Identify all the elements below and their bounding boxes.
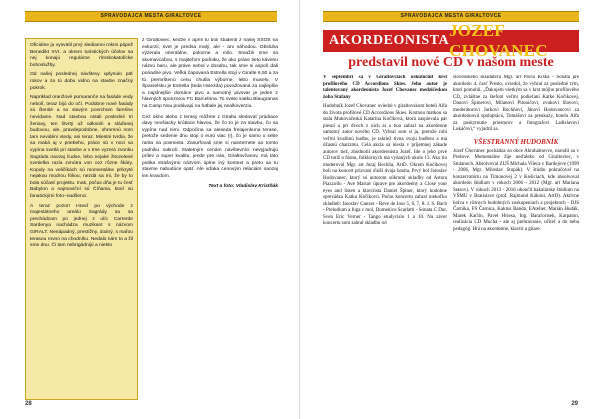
article-subtitle: predstavil nové CD v našom meste bbox=[348, 55, 554, 70]
right-column-1 bbox=[323, 75, 447, 400]
photo-credit: Text a foto: Vladislav Kristňák bbox=[208, 184, 278, 190]
page-number-right: 29 bbox=[571, 401, 578, 407]
body-paragraph: Hudobník Jozef Chovanec uviedol v giraltovskom hoteli Alfa do života profilové CD Accordions Skies. Krstnou matkou sa stala Mukovačeská Katarína Kočíková, ktorá zaspievala pár piesní a pri dvoch z nich ai a boa zahral na akordeone samotný autor nového CD. Vybral som si ju, pretože robí veľmi kvalitnú hudbu, je taktiež tivna svoju hudbou a má úžasnú charizmu. Celá akcia sa niesla v príjemnej zákade autorov tiež, zhodnotil akordeonista Jozef. Ide o jeho prvé CD totiž o fúsnu, folklórnych má vydaných okolo 13. Ako tiu moderoval Mgr. art Juraj Bochňa, ArtD. Okrem Kočíkovej boli na koncert prizvaní ďalší dvaja hostia. Prvý bol Jaroslav Hodovanec, ktorý sú autorom súkromí skladby od Astora Piazzollu - Ave Mariav úprave pre akordeóny a Close your eyes and listen a klavírista Daniel Špiner, ktorý hudobne sprevádza Katku Kočíkovú. Počas koncertu zahral niekoľko skladieb: Jaroslav Ganzer - Reve de Jour 5, 6, 7, 8. J. S. Bach - Preludium a fuga c mol, Domenico Scarlatti - Sonata C Dur. Sven Eric Verner - Tango etudycislo 1 a 10. Na záver koncertu som zahral skladbu od bbox=[323, 104, 447, 226]
running-header-left: SPRAVODAJCA MESTA GIRALTOVCE bbox=[25, 11, 277, 22]
info-box bbox=[25, 38, 138, 400]
page-number-left: 28 bbox=[25, 401, 32, 407]
running-header-right: SPRAVODAJCA MESTA GIRALTOVCE bbox=[323, 11, 579, 22]
right-page bbox=[300, 0, 600, 419]
article-title-banner bbox=[323, 21, 579, 60]
title-name: JOZEF CHOVANEC bbox=[449, 21, 548, 60]
section-heading: VŠESTRANNÝ HUDOBNÍK bbox=[473, 137, 559, 146]
body-paragraph: slovenského skladateľa Mgr. art Pavla Krška - Sonáta pre akordeón 4. časť Presto, uviedol, že vybral za posledné tým, ktorí pomohli. „Ďakujem všetkým sa v krst môjho profilového CD, zvláštne za štefom veľmi podieľaní Katke Kočíkovej, Danovi Špinerovi, Milanovi Pitoničovi, zvukovi Slavovi, moderátorovi Jurkovi Bochňovi, Jánovi Hodovancovi za akordeónovú spoluprácu, Tomášovi za preukazy, hotelu Alfa za poskytnutie priestorov a fotografovi Ladislavovi Lukáčovi,“ vyjadril sa. bbox=[453, 75, 579, 132]
box-paragraph: Napriklad oranžové pomarančе na fasáde vedy nebolí, teraz bijú do očí. Podobne nové fasády sú členité a so stavým povrchom fareбne nevídanie. Nad stavbou ostali posledné tri žeriavy, ten štvrtý už odkonili a sláďanej budovou, ale, pravdepodobne, ohromnú nom tam nevidéni vtedy, ani teraz. Miestni tvrdia, že sa maká aj v priebehu, práce sú v noci sa vypína svetlá pri stavbe a v tme vyzerá zvonku Sagráda naozaj čudne, lebo nejaké žitozelené svetielka razia zvnútra von cez rôzne škáry. Kopuly na veličíkách sú momentálne príkryté nejakou modrou fóliou, nezdá sa mi, že by to bola súčasť projektu. Inak, počas dňa je tu česť Babylon a najmoviční sú Číňania, ktorí sú fanatickými foto–nadšenci. bbox=[30, 95, 133, 200]
left-column-2 bbox=[142, 38, 278, 400]
box-paragraph: Od našej poslednej návštevy uplynulo päť rokov a za tú dobu vidno na stavbe značný pokrok. bbox=[30, 72, 133, 91]
body-paragraph: Jozef Chovanec pochádza zo obce Abrahámovce, narodil sa v Prešove. Momentálne žije neďaleko od Giraltoviec, v Stulanoch. Absolvoval ZUŠ Michala Vileca v Bardejove (1999 - 2006, Mgr. Miloslav Stupák). V štúdiu pokračoval na konzervatóriu na Timonovej 2 v Košiciach, kde absolvoval akordeón štúdium v rokoch 2006 - 2012 (Mgr. art Mariana Stasov). V rokoch 2013 - 2016 ukončil bakalárske štúdium na VŠMU v Bratislave (prof. Rajmund Kákoni, ArtD). Aktívne hráva v rôznych hudobných zoskupeniach a projektoch - DJS Čarnika, FS Čarnica, Kaktus Banda, EAtelier, Marián Hudák, Marek Kaťtin, Pavel Hriesa, Ing. Baraľorisek, Karpaton, realizácia CD Mucha - ale aj prehravanie, učiteľ a do neba pedagóg. Hrá na akordeóne, klavíri a gitare. bbox=[453, 148, 579, 232]
body-paragraph: Cez okno alebo z terasy môžete z Giraltu sledovať prúdiace davy nevšiacky krútiace hlavou, že čo to je za stavbu, čo sa vypína nad nimi. Odpočina sa aleseda frelajenkuna terase, pretože sedenie dnu stojí o euro viac (!), čo je samo o sebe rarita na posmieta. Zasurfovali sme si nainternete ao tomto podniku sakroli: Staletným cenám návštevníci nevyjadrujú prílev a super kvalitu, jende pre nás, Giraltovčanov, má táto putika strašnýmo názvom úplne iný kontext a preto sa tu stavme nabudúce opäť. Ale vďaka cenovým reláciám naozaj len krasdom. bbox=[142, 114, 278, 179]
right-column-2 bbox=[453, 75, 579, 400]
lead-paragraph: V septembri sa v Giraltovciach uskutočnil krst profilového CD Accordions Skies. Jeho autor je talentovaný akordeonista Jozef Chovanec medzičeskou žoba Stafanу bbox=[323, 75, 447, 100]
box-paragraph: A teraz pozor! Hneď po východe z majestátneho areálu Sagrády sa sa prechádzam po jednej z ulíc Carrerde Sardenya nachádza muzikant s názvom GIRALT. Nenápadný, prestížny, útulný, s maľou terasou rovno na chodníku. Nedalo nám to a žil sme dnu. Či tam nebrigádnijú a niekto bbox=[30, 203, 133, 249]
title-word: AKORDEONISTA bbox=[329, 33, 450, 48]
box-paragraph: Oficiálne ju vysvätil prvý slediamni rokmi pápež Benedikt XVI. a okrem turistických účelov sa nej konajú regulárne rímskokatolícke bohoslužby. bbox=[30, 43, 133, 68]
body-paragraph: z Giraltoviec, keďže v apríli tu boli študenti z našej SSOŠ na exkurzii, svet je predsa malý, ale - ani náhodou. Obsluha výzerala orientálne, pokorne a milo. Smažili sme sa skumavcabou, s majiteľom podniku, že ako práve tieto kávenu názvu baru, ale práve nebol v dosahu, tak sme si aspoň dali poriadne pivo. Veľká čapovaná Estrella stojí v Giralte 6,50 a za tú premrštenú cenu chutila výborne, lebo muselo. V Španielsku je Estrella (teda Hviezda) považovaná za najlepšie a najslnejšie domáce pivo a samotný pivovar je jeden z hlavných sponzorov FC Barcelona. To sväto siatku Blaugranas na Camp Nou podávajú na futbale jej nealkoverziu. bbox=[142, 38, 278, 109]
